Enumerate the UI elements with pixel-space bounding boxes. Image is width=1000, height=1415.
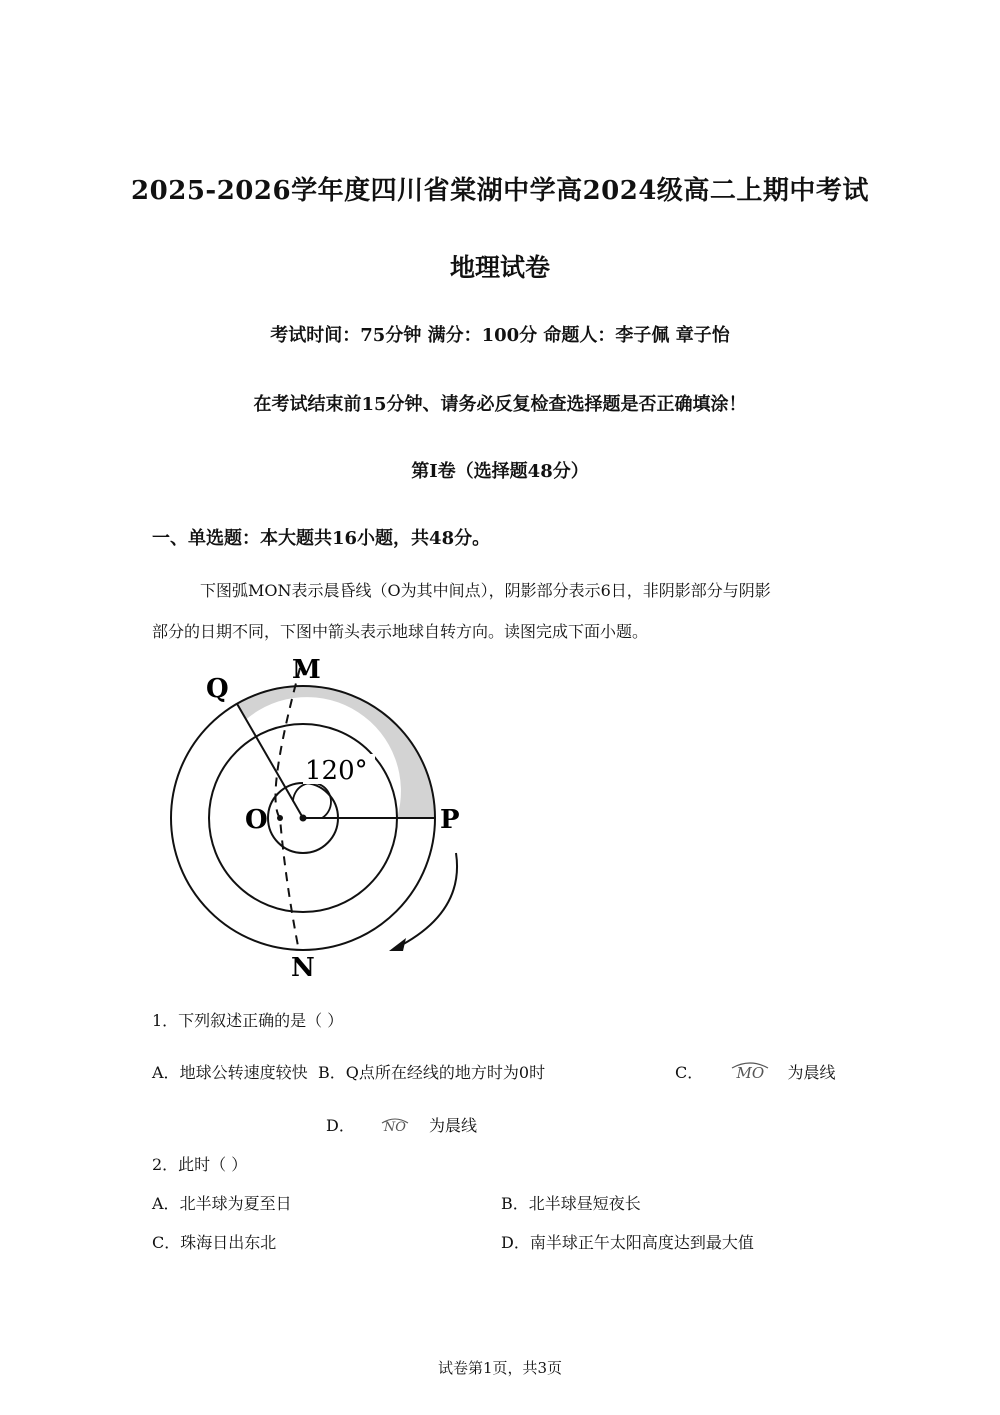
- page-title: 2025-2026学年度四川省棠湖中学高2024级高二上期中考试: [131, 176, 869, 206]
- intro-line-2: 部分的日期不同，下图中箭头表示地球自转方向。读图完成下面小题。: [152, 622, 649, 641]
- q1-option-d-text: 为晨线: [429, 1116, 478, 1135]
- q2-option-b[interactable]: [501, 1191, 641, 1214]
- q1-option-b[interactable]: [318, 1060, 545, 1083]
- question-2-stem: 2．此时（ ）: [152, 1155, 248, 1174]
- label-angle: 120°: [305, 756, 368, 786]
- q2-option-b-letter: B．: [501, 1194, 529, 1213]
- q2-option-d[interactable]: [501, 1230, 754, 1253]
- q1-option-a-text: 地球公转速度较快: [179, 1063, 308, 1082]
- arc-mark-icon: [380, 1117, 410, 1124]
- page-footer: 试卷第1页，共3页: [437, 1359, 563, 1377]
- section-heading: 一、单选题：本大题共16小题，共48分。: [152, 528, 491, 549]
- q2-option-d-text: 南半球正午太阳高度达到最大值: [529, 1233, 754, 1252]
- shaded-region: [237, 686, 435, 818]
- q1-option-d[interactable]: [326, 1113, 477, 1136]
- q1-option-a[interactable]: [152, 1060, 308, 1083]
- q1-option-d-arc: NO: [380, 1120, 410, 1135]
- q2-option-d-letter: D．: [501, 1233, 530, 1252]
- q1-option-c[interactable]: [675, 1060, 835, 1083]
- q1-option-c-text: 为晨线: [787, 1063, 836, 1082]
- label-o: O: [245, 805, 268, 835]
- label-n: N: [291, 953, 315, 983]
- page-subtitle: 地理试卷: [449, 253, 550, 282]
- q2-option-c-letter: C．: [152, 1233, 181, 1252]
- arc-mark-icon: [730, 1061, 770, 1069]
- terminator-diagram: [160, 648, 480, 988]
- intro-line-1: 下图弧MON表示晨昏线（O为其中间点），阴影部分表示6日，非阴影部分与阴影: [200, 581, 771, 600]
- q2-option-b-text: 北半球昼短夜长: [528, 1194, 641, 1213]
- volume-heading: 第I卷（选择题48分）: [411, 461, 589, 482]
- q2-option-c-text: 珠海日出东北: [180, 1233, 277, 1252]
- q1-option-b-letter: B．: [318, 1063, 346, 1082]
- q2-option-a[interactable]: [152, 1191, 292, 1214]
- rotation-arrowhead: [389, 938, 406, 951]
- exam-info: 考试时间：75分钟 满分：100分 命题人：李子佩 章子怡: [270, 325, 730, 346]
- q2-option-c[interactable]: [152, 1230, 276, 1253]
- exam-notice: 在考试结束前15分钟、请务必反复检查选择题是否正确填涂！: [253, 394, 747, 415]
- angle-arc: [293, 783, 331, 818]
- q1-option-c-arc: MO: [730, 1064, 770, 1082]
- q1-option-d-letter: D．: [326, 1116, 355, 1135]
- q2-option-a-letter: A．: [152, 1194, 180, 1213]
- q1-option-b-text: Q点所在经线的地方时为0时: [345, 1063, 546, 1082]
- pole-dot: [300, 815, 307, 822]
- label-m: M: [292, 655, 321, 685]
- label-p: P: [440, 805, 460, 835]
- q1-option-c-letter: C．: [675, 1063, 704, 1082]
- label-q: Q: [206, 674, 229, 704]
- question-1-stem: 1．下列叙述正确的是（ ）: [152, 1011, 344, 1030]
- q1-option-a-letter: A．: [152, 1063, 180, 1082]
- q2-option-a-text: 北半球为夏至日: [179, 1194, 292, 1213]
